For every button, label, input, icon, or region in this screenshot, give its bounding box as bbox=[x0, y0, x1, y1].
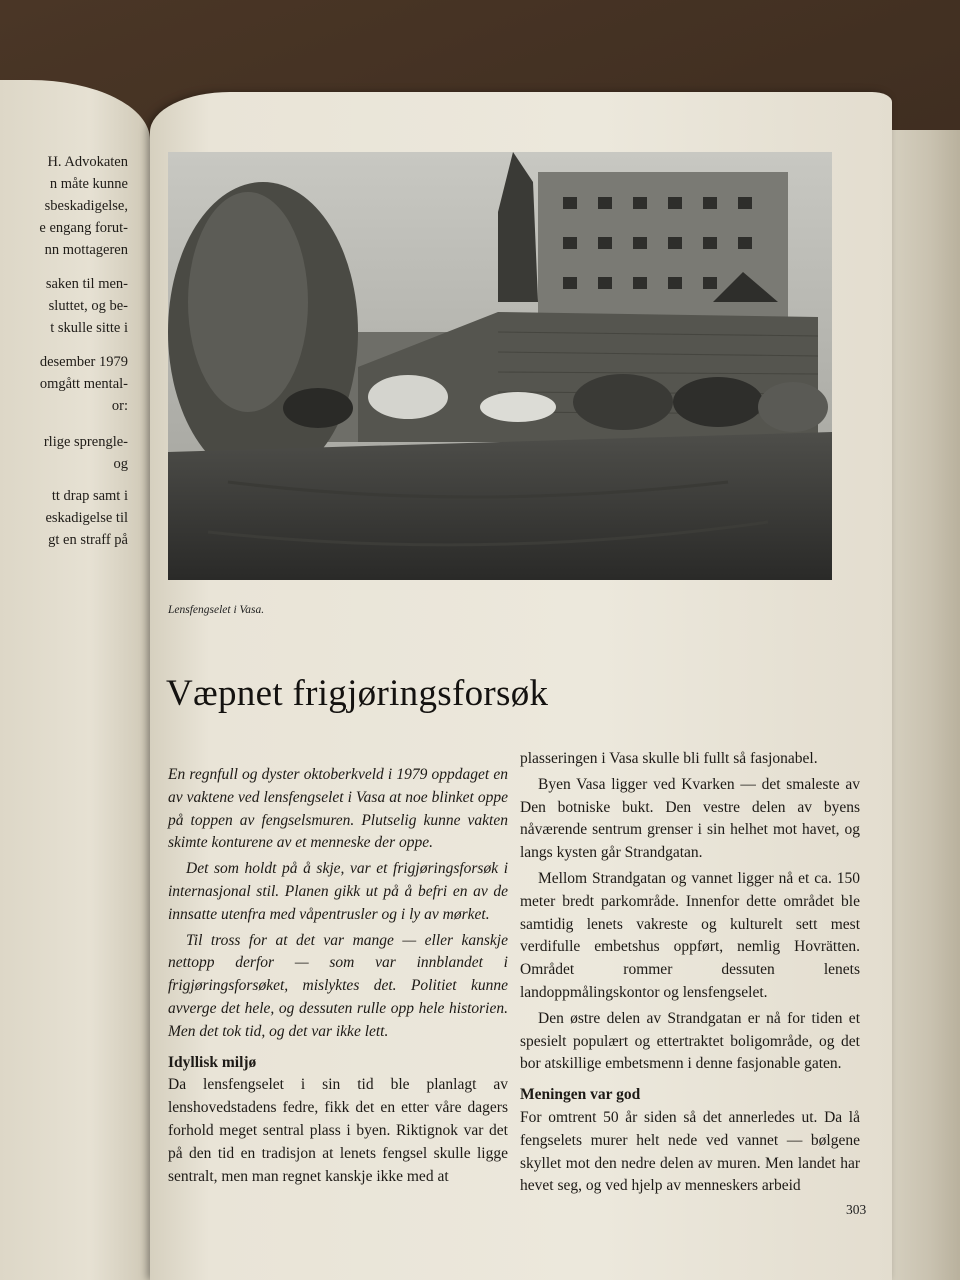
left-line: omgått mental- bbox=[39, 376, 128, 392]
section-heading: Idyllisk miljø bbox=[168, 1053, 257, 1071]
left-line: eskadigelse til bbox=[45, 510, 128, 526]
left-line: H. Advokaten bbox=[47, 154, 128, 170]
left-line: sluttet, og be- bbox=[48, 298, 128, 314]
left-line: desember 1979 bbox=[39, 354, 128, 370]
left-line: e engang forut- bbox=[39, 220, 128, 236]
left-line: nn mottageren bbox=[44, 242, 128, 258]
article-title: Væpnet frigjøringsforsøk bbox=[166, 673, 549, 714]
left-line: t skulle sitte i bbox=[50, 320, 128, 336]
paragraph: For omtrent 50 år siden så det annerledes ut. Da lå fengselets murer helt nede ved vannet — bølgene skyllet mot den nedre delen av muren. Men landet har hevet seg, og ved hjelp av menneskers arbeid bbox=[520, 1108, 860, 1195]
paragraph: plasseringen i Vasa skulle bli fullt så fasjonabel. bbox=[520, 750, 818, 767]
paragraph: Da lensfengselet i sin tid ble planlagt av lenshovedstadens fedre, fikk det en etter våre dagers forhold meget sentral plass i byen. Riktignok var det på den tid en tradisjon at lenets fengsel skulle ligge sentralt, men man regnet kanskje ikke med at bbox=[168, 1076, 508, 1185]
article-column-left bbox=[168, 764, 508, 1191]
book-stack bbox=[880, 130, 960, 1280]
left-line: gt en straff på bbox=[48, 532, 128, 548]
paragraph: En regnfull og dyster oktoberkveld i 1979 oppdaget en av vaktene ved lensfengselet i Vasa at noe blinket oppe på toppen av fengselsmuren. Plutselig kunne vakten skimte konturene av et menneske der oppe. bbox=[168, 766, 508, 852]
left-line: sbeskadigelse, bbox=[44, 198, 128, 214]
section-heading: Meningen var god bbox=[520, 1086, 641, 1104]
left-line: og bbox=[113, 456, 128, 472]
paragraph: Byen Vasa ligger ved Kvarken — det smaleste av Den botniske bukt. Den vestre delen av byens nåværende sentrum grenser i sin helhet mot havet, og langs kysten går Strandgatan. bbox=[520, 775, 860, 862]
article-column-right bbox=[520, 748, 860, 1201]
prison-photo bbox=[168, 152, 832, 580]
photo-caption: Lensfengselet i Vasa. bbox=[168, 604, 265, 616]
paragraph: Mellom Strandgatan og vannet ligger nå et ca. 150 meter bredt parkområde. Innenfor dette området ble samtidig lenets vakreste og kulturelt sett mest verdifulle embetshus oppført, nemlig Hovrätten. Området rommer dessuten lenets landoppmålingskontor og lensfengselet. bbox=[520, 869, 860, 1001]
left-line: rlige sprengle- bbox=[43, 434, 128, 450]
left-line: tt drap samt i bbox=[51, 488, 128, 504]
left-line: or: bbox=[111, 398, 128, 414]
left-line: n måte kunne bbox=[49, 176, 128, 192]
page-number: 303 bbox=[846, 1202, 867, 1217]
left-page bbox=[0, 80, 150, 1280]
left-line: saken til men- bbox=[45, 276, 128, 292]
paragraph: Det som holdt på å skje, var et frigjøringsforsøk i internasjonal stil. Planen gikk ut på å befri en av de innsatte utenfra med våpentrusler og i ly av mørket. bbox=[168, 860, 508, 923]
paragraph: Til tross for at det var mange — eller kanskje nettopp derfor — som var innblandet i frigjøringsforsøket, mislyktes det. Politiet kunne avverge det hele, og dessuten rulle opp hele historien. Men det tok tid, og det var ikke lett. bbox=[168, 931, 508, 1040]
paragraph: Den østre delen av Strandgatan er nå for tiden et spesielt populært og ettertraktet boligområde, og det bor atskillige embetsmenn i denne fasjonable gaten. bbox=[520, 1009, 860, 1073]
